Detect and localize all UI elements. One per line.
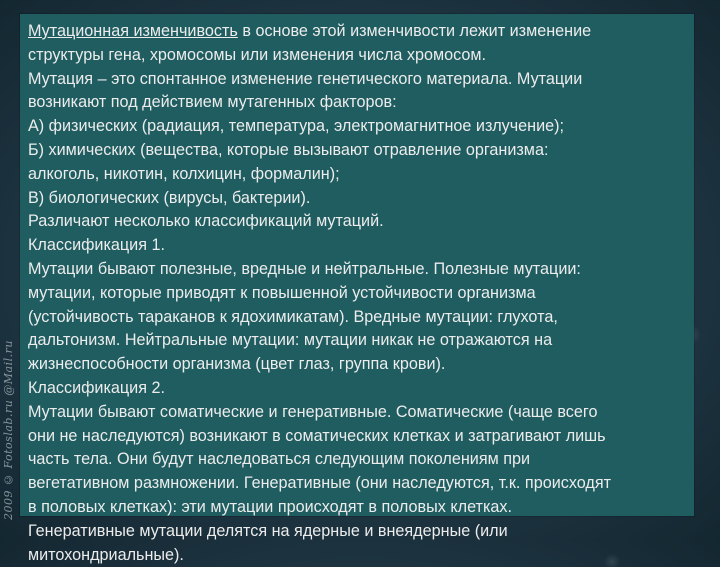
- text-line: часть тела. Они будут наследоваться следующим поколениям при: [28, 450, 531, 469]
- text-line: [28, 20, 688, 44]
- text-line: Б) химических (вещества, которые вызывают отравление организма:: [28, 140, 549, 159]
- text-line: в половых клетках): эти мутации происходят в половых клетках.: [28, 497, 512, 516]
- text-line: Классификация 2.: [28, 378, 165, 397]
- text-line: они не наследуются) возникают в соматических клетках и затрагивают лишь: [28, 426, 606, 445]
- text-line: структуры гена, хромосомы или изменения числа хромосом.: [28, 45, 487, 64]
- watermark-text: 2009 © Fotoslab.ru @Mail.ru: [2, 340, 15, 520]
- slide-text: [28, 20, 688, 567]
- text-line: (устойчивость тараканов к ядохимикатам). Вредные мутации: глухота,: [28, 307, 558, 326]
- content-panel: [20, 14, 694, 564]
- text-line: А) физических (радиация, температура, электромагнитное излучение);: [28, 117, 565, 136]
- text-line: мутации, которые приводят к повышенной устойчивости организма: [28, 283, 536, 302]
- text-line: митохондриальные).: [28, 545, 184, 564]
- text-line: Классификация 1.: [28, 236, 165, 255]
- text-line: Различают несколько классификаций мутаций.: [28, 212, 384, 231]
- text-line: В) биологических (вирусы, бактерии).: [28, 188, 311, 207]
- text-line: возникают под действием мутагенных факторов:: [28, 93, 397, 112]
- term-underlined: Мутационная изменчивость: [28, 22, 238, 40]
- text-line: Мутации бывают полезные, вредные и нейтральные. Полезные мутации:: [28, 259, 581, 278]
- text-line: Мутации бывают соматические и генеративные. Соматические (чаще всего: [28, 402, 598, 421]
- line-tail: в основе этой изменчивости лежит изменение: [237, 22, 592, 40]
- text-line: Мутация – это спонтанное изменение генетического материала. Мутации: [28, 69, 583, 88]
- text-line: Генеративные мутации делятся на ядерные и внеядерные (или: [28, 521, 508, 540]
- text-line: жизнеспособности организма (цвет глаз, группа крови).: [28, 355, 446, 374]
- text-line: вегетативном размножении. Генеративные (они наследуются, т.к. происходят: [28, 474, 612, 493]
- text-line: алкоголь, никотин, колхицин, формалин);: [28, 164, 340, 183]
- text-line: дальтонизм. Нейтральные мутации: мутации никак не отражаются на: [28, 331, 553, 350]
